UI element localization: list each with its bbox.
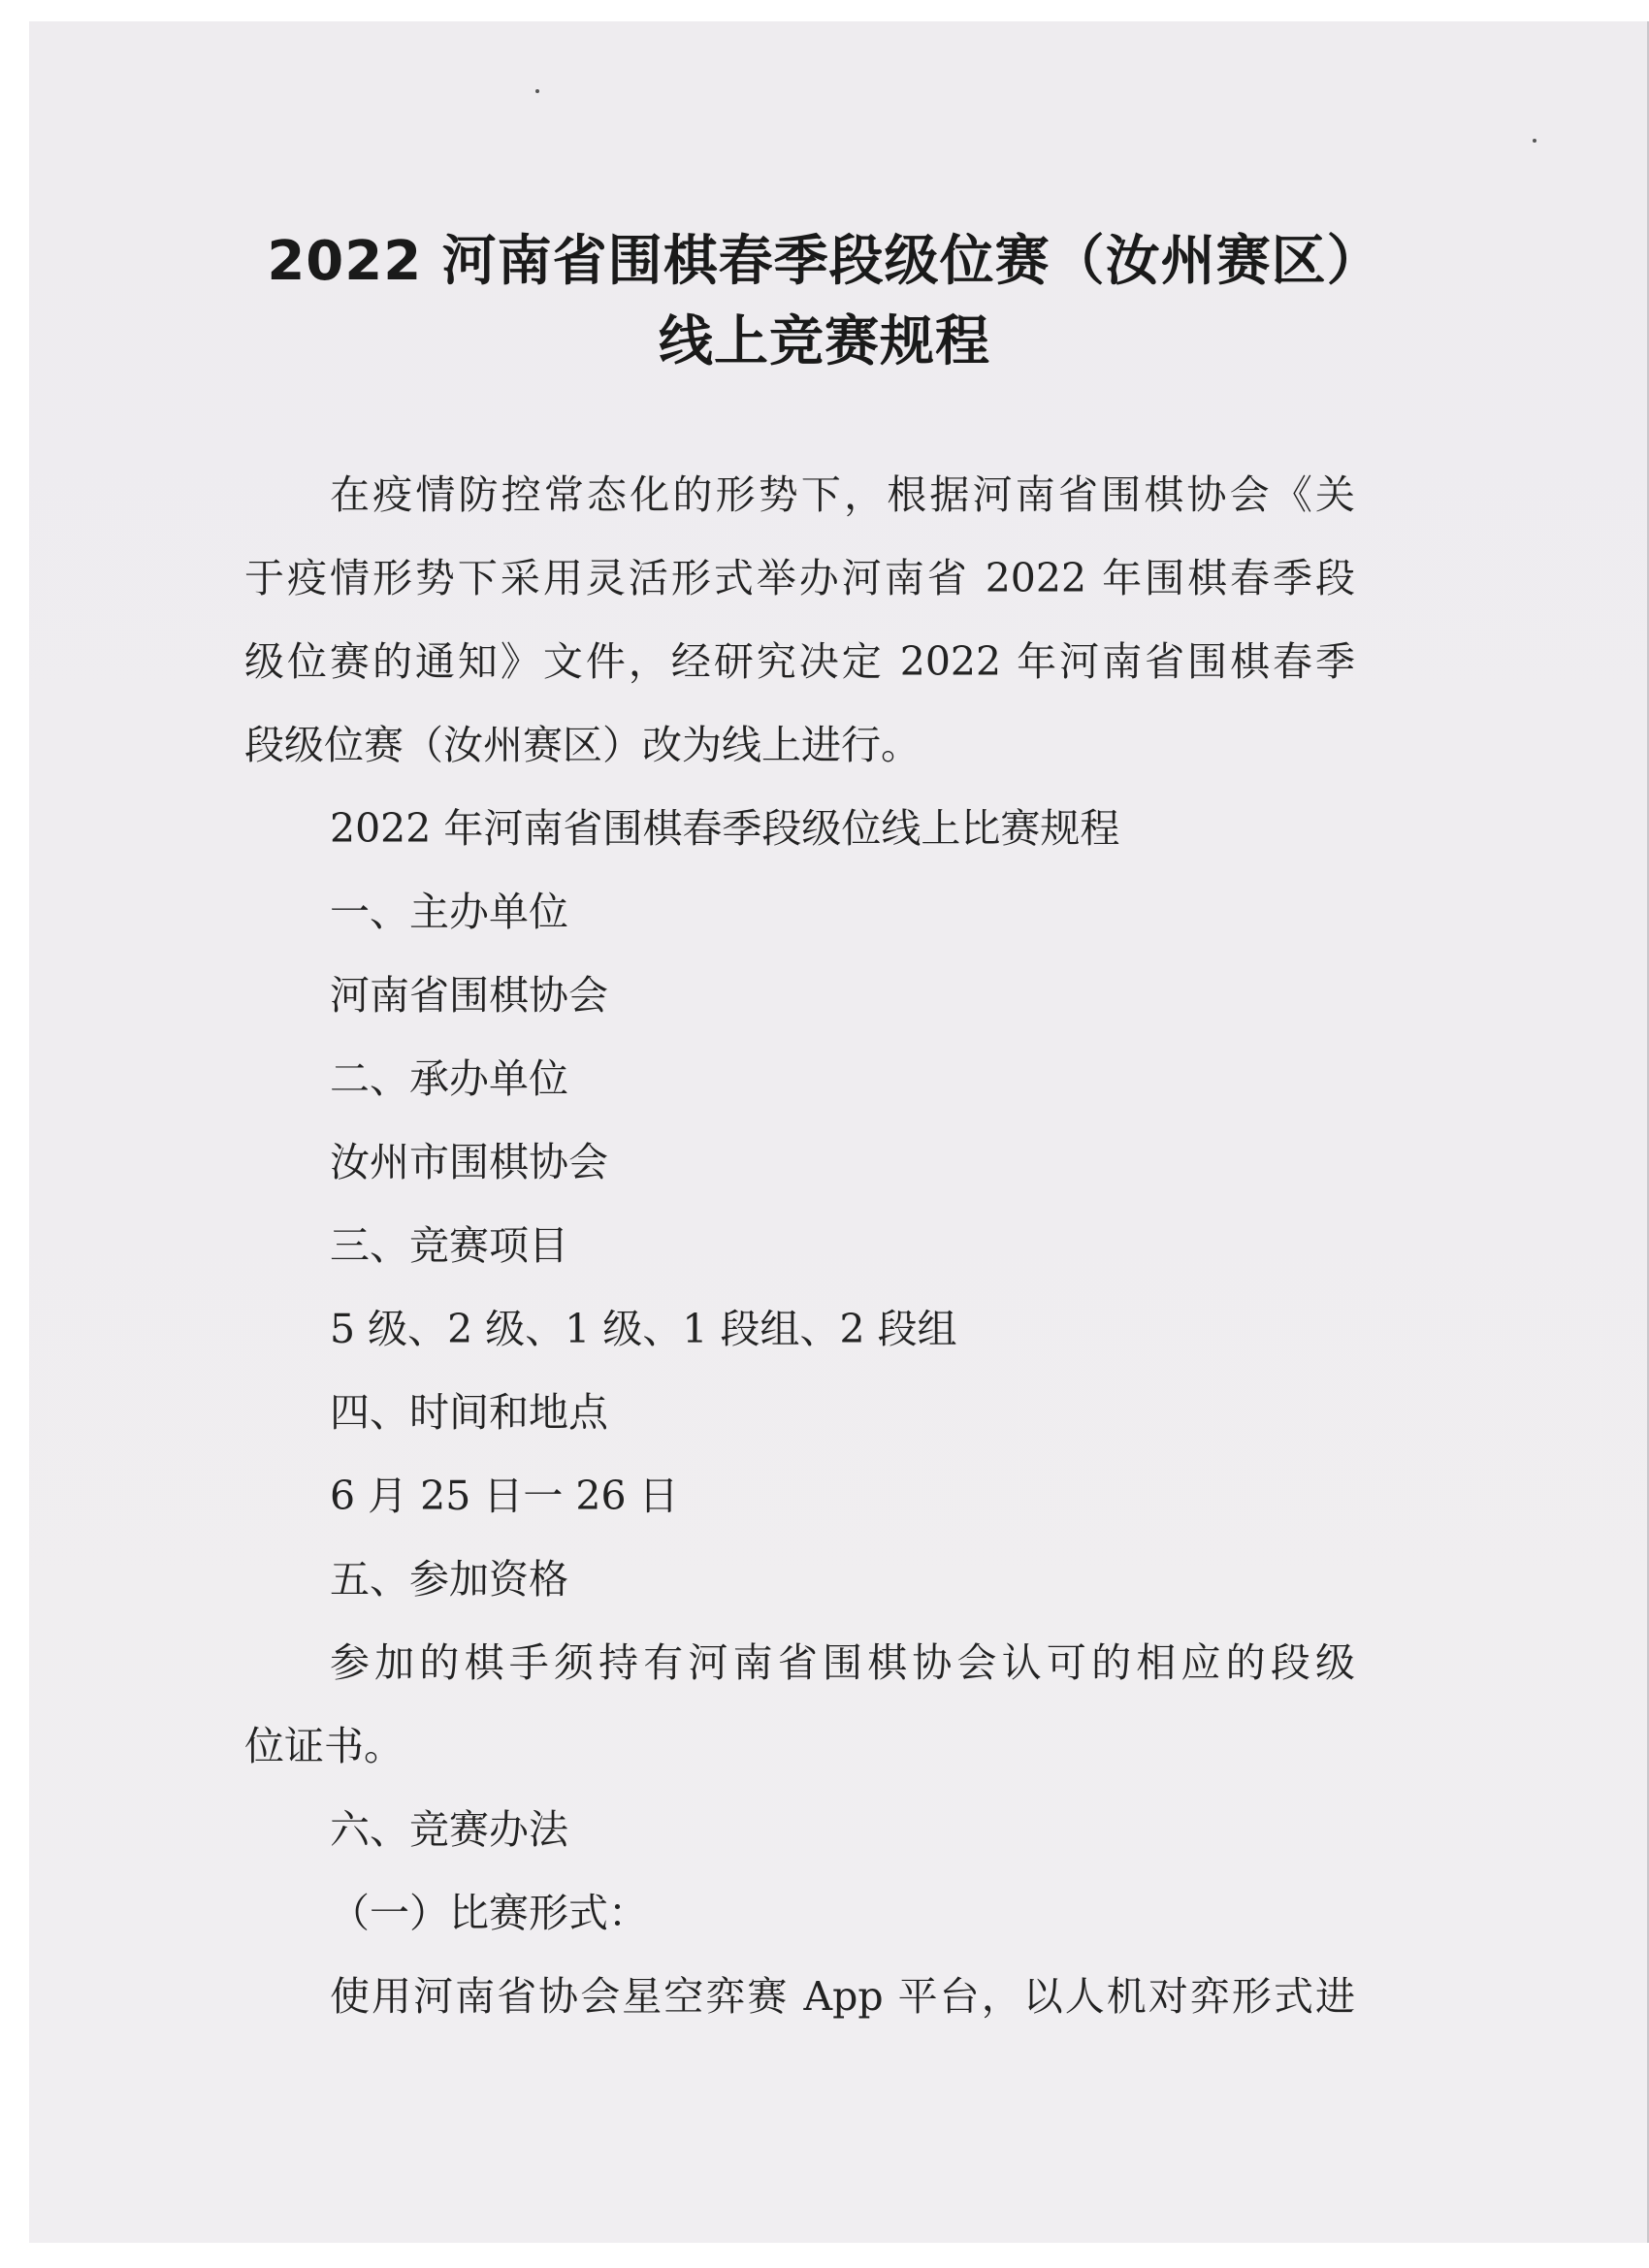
rules-heading: 2022 年河南省围棋春季段级位线上比赛规程 (330, 805, 1120, 852)
section-content: 5 级、2 级、1 级、1 段组、2 段组 (330, 1306, 957, 1352)
intro-line: 级位赛的通知》文件，经研究决定 2022 年河南省围棋春季 (244, 638, 1355, 685)
scan-speck (1533, 139, 1536, 143)
section-heading: 一、主办单位 (330, 889, 568, 935)
section-content: 位证书。 (244, 1723, 404, 1769)
section-heading: 四、时间和地点 (330, 1389, 608, 1436)
intro-line: 于疫情形势下采用灵活形式举办河南省 2022 年围棋春季段 (244, 555, 1355, 601)
scan-speck (535, 89, 539, 93)
section-heading: 二、承办单位 (330, 1055, 568, 1102)
subsection-heading: （一）比赛形式： (330, 1890, 648, 1936)
section-content: 参加的棋手须持有河南省围棋协会认可的相应的段级 (330, 1639, 1355, 1686)
section-content: 6 月 25 日一 26 日 (330, 1473, 679, 1519)
intro-line: 在疫情防控常态化的形势下，根据河南省围棋协会《关 (330, 471, 1355, 518)
intro-line: 段级位赛（汝州赛区）改为线上进行。 (244, 722, 921, 768)
section-heading: 五、参加资格 (330, 1556, 568, 1603)
section-content: 河南省围棋协会 (330, 972, 608, 1019)
document-title-line2: 线上竞赛规程 (659, 310, 990, 373)
subsection-content: 使用河南省协会星空弈赛 App 平台，以人机对弈形式进 (330, 1973, 1355, 2020)
section-heading: 六、竞赛办法 (330, 1806, 568, 1853)
section-heading: 三、竞赛项目 (330, 1222, 568, 1269)
document-title-line1: 2022 河南省围棋春季段级位赛（汝州赛区） (267, 230, 1382, 293)
section-content: 汝州市围棋协会 (330, 1139, 608, 1185)
